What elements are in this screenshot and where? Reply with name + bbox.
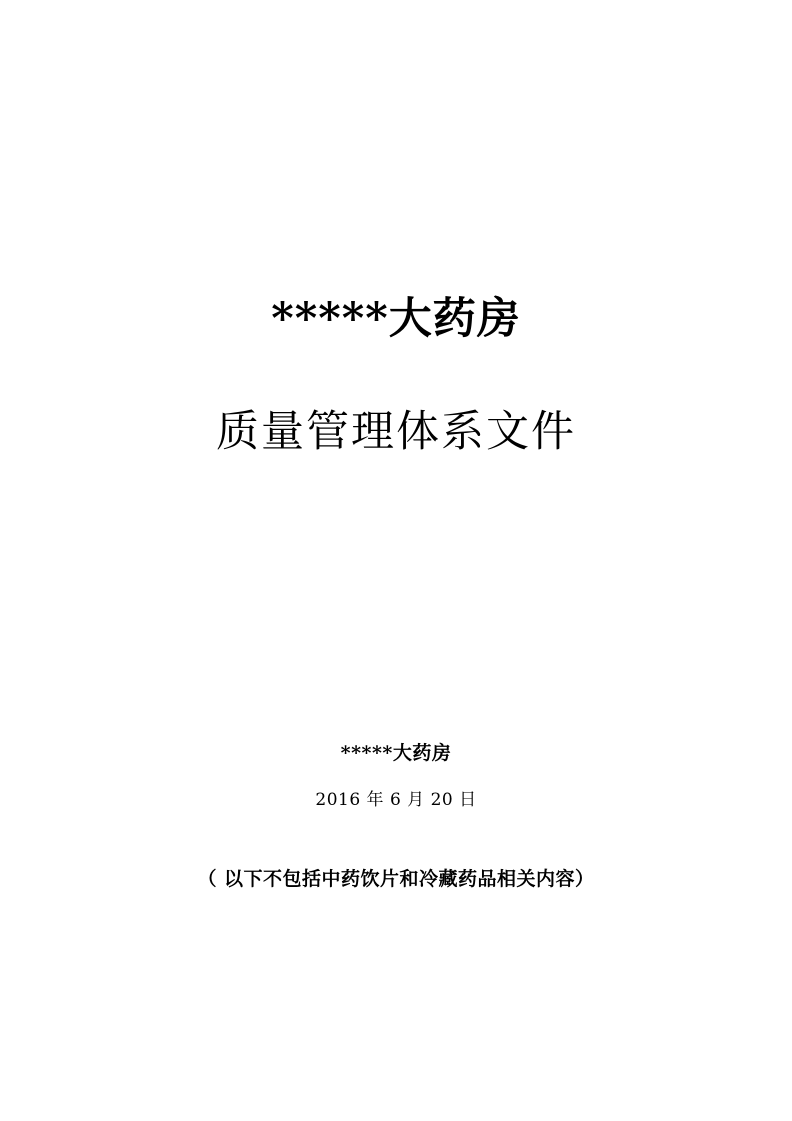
document-title-block xyxy=(0,296,792,457)
page-title-organization: *****大药房 xyxy=(271,294,521,344)
organization-name: *****大药房 xyxy=(340,742,452,764)
scope-note: （ 以下不包括中药饮片和冷藏药品相关内容） xyxy=(197,868,595,890)
page-title-subject: 质量管理体系文件 xyxy=(216,407,576,458)
document-note-block xyxy=(0,866,792,893)
document-date: 2016 年 6 月 20 日 xyxy=(315,789,477,810)
document-signature-block xyxy=(0,740,792,812)
